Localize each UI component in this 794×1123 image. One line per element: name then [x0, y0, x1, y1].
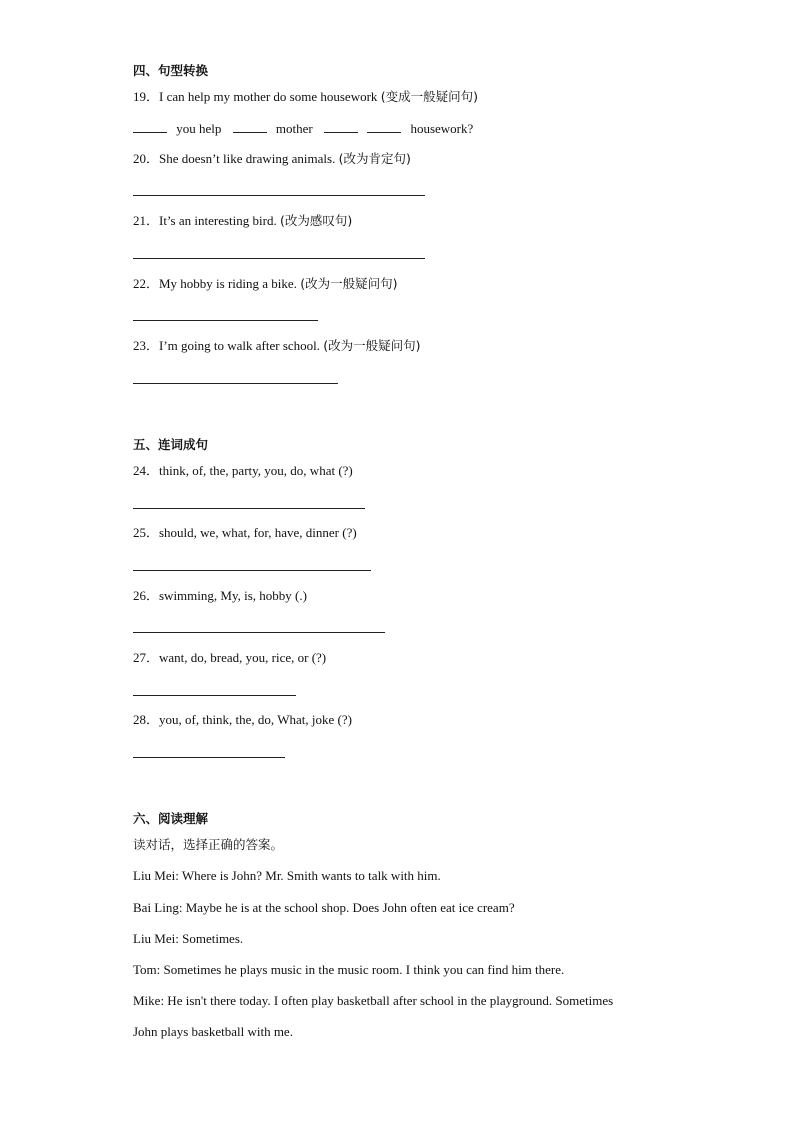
answer-line-24[interactable]: [133, 508, 365, 509]
answer-line-26[interactable]: [133, 632, 385, 633]
question-19-note: (变成一般疑问句): [380, 89, 478, 104]
question-20-note: (改为肯定句): [338, 151, 411, 166]
answer-word-3: housework?: [410, 121, 474, 136]
question-26: 26．swimming, My, is, hobby (.): [133, 588, 307, 603]
question-19-text: 19．I can help my mother do some housework: [133, 89, 378, 104]
question-25: 25．should, we, what, for, have, dinner (?): [133, 525, 357, 540]
answer-blank-4[interactable]: [367, 120, 401, 133]
section-heading-6: 六、阅读理解: [133, 811, 209, 826]
answer-line-27[interactable]: [133, 695, 296, 696]
question-22: [133, 276, 397, 292]
question-23: [133, 338, 421, 354]
answer-blank-2[interactable]: [233, 120, 267, 133]
question-21: [133, 213, 352, 229]
answer-line-21[interactable]: [133, 258, 425, 259]
question-28: 28．you, of, think, the, do, What, joke (?): [133, 712, 352, 727]
dialogue-line: Bai Ling: Maybe he is at the school shop. Does John often eat ice cream?: [133, 900, 515, 915]
question-22-note: (改为一般疑问句): [300, 276, 398, 291]
question-23-text: 23．I’m going to walk after school.: [133, 338, 321, 353]
dialogue-line: John plays basketball with me.: [133, 1024, 293, 1039]
answer-blank-3[interactable]: [324, 120, 358, 133]
dialogue-line: Liu Mei: Where is John? Mr. Smith wants to talk with him.: [133, 868, 441, 883]
question-20-text: 20．She doesn’t like drawing animals.: [133, 151, 336, 166]
question-21-text: 21．It’s an interesting bird.: [133, 213, 277, 228]
question-19-answer-line: [133, 120, 473, 137]
question-23-note: (改为一般疑问句): [323, 338, 421, 353]
answer-line-23[interactable]: [133, 383, 338, 384]
dialogue-line: Tom: Sometimes he plays music in the music room. I think you can find him there.: [133, 962, 565, 977]
question-22-text: 22．My hobby is riding a bike.: [133, 276, 297, 291]
answer-line-28[interactable]: [133, 757, 285, 758]
dialogue-line: Liu Mei: Sometimes.: [133, 931, 244, 946]
answer-word-1: you help: [176, 121, 222, 136]
question-19: [133, 89, 478, 105]
answer-blank-1[interactable]: [133, 120, 167, 133]
question-21-note: (改为感叹句): [279, 213, 353, 228]
section-heading-5: 五、连词成句: [133, 437, 209, 452]
answer-line-20[interactable]: [133, 195, 425, 196]
section-heading-4: 四、句型转换: [133, 63, 209, 78]
question-20: [133, 151, 411, 167]
question-27: 27．want, do, bread, you, rice, or (?): [133, 650, 327, 665]
dialogue-line: Mike: He isn't there today. I often play basketball after school in the playground. Sometimes: [133, 993, 614, 1008]
question-24: 24．think, of, the, party, you, do, what (?): [133, 463, 353, 478]
reading-instruction: 读对话，选择正确的答案。: [133, 837, 284, 852]
answer-line-25[interactable]: [133, 570, 371, 571]
answer-line-22[interactable]: [133, 320, 318, 321]
answer-word-2: mother: [275, 121, 313, 136]
